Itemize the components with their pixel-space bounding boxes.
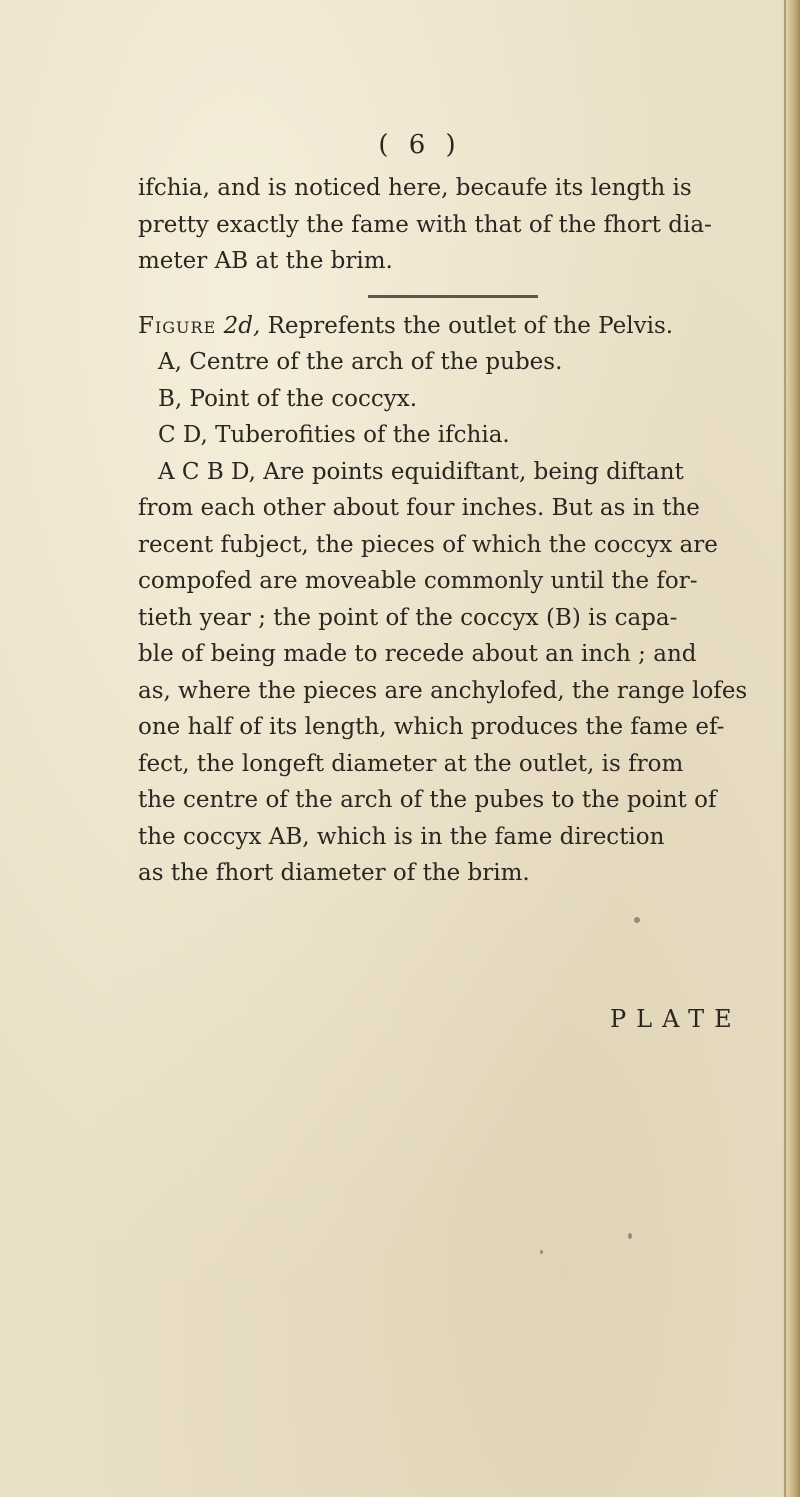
text-line: meter AB at the brim.: [138, 248, 393, 274]
text-line: as, where the pieces are anchylofed, the range lofes: [138, 677, 748, 704]
text-line: from each other about four inches. But as in the: [138, 495, 700, 521]
text-line: as the fhort diameter of the brim.: [138, 860, 530, 886]
ink-speck: [628, 1233, 632, 1239]
text-line: pretty exactly the fame with that of the fhort dia-: [138, 211, 712, 238]
text-line: recent fubject, the pieces of which the coccyx are: [138, 531, 718, 558]
figure-heading: [138, 308, 758, 345]
ink-speck: [540, 1250, 543, 1254]
legend-item: A, Centre of the arch of the pubes.: [158, 349, 563, 375]
figure-label: Figure: [138, 312, 217, 339]
page-number: ( 6 ): [378, 130, 462, 160]
page-edge-line: [784, 0, 786, 1497]
body-text: [138, 170, 758, 892]
figure-number: 2d,: [223, 312, 261, 339]
text-line: A C B D, Are points equidiftant, being diftant: [158, 458, 684, 485]
text-line: one half of its length, which produces the fame ef-: [138, 714, 725, 740]
catchword: PLATE: [610, 1005, 742, 1033]
text-line: ifchia, and is noticed here, becaufe its length is: [138, 175, 692, 201]
text-line: the centre of the arch of the pubes to the point of: [138, 787, 717, 813]
text-line: tieth year ; the point of the coccyx (B) is capa-: [138, 604, 678, 631]
text-line: ble of being made to recede about an inch ; and: [138, 641, 697, 667]
figure-description: Reprefents the outlet of the Pelvis.: [267, 312, 674, 339]
ink-speck: [634, 917, 640, 923]
legend-item: B, Point of the coccyx.: [158, 385, 418, 412]
legend-item: C D, Tuberofities of the ifchia.: [158, 422, 510, 448]
text-line: the coccyx AB, which is in the fame direction: [138, 823, 665, 850]
text-line: fect, the longeft diameter at the outlet, is from: [138, 750, 684, 777]
section-divider: [368, 295, 538, 298]
text-line: compofed are moveable commonly until the for-: [138, 568, 698, 594]
